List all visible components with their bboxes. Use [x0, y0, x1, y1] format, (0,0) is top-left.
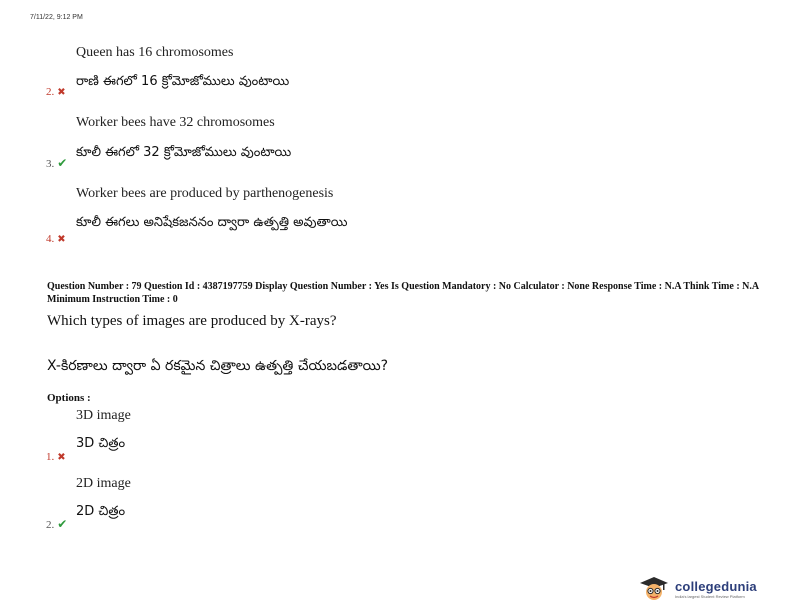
option-number: [46, 227, 66, 246]
options-label: Options :: [47, 392, 91, 404]
option-text-te: కూలీ ఈగలు అనిషేకజననం ద్వారా ఉత్పత్తి అవుతాయి: [76, 215, 348, 230]
option-text-en: 3D image: [76, 408, 131, 423]
question-text-te: X-కిరణాలు ద్వారా ఏ రకమైన చిత్రాలు ఉత్పత్తి చేయబడతాయి?: [47, 358, 389, 374]
check-icon: ✔: [57, 517, 68, 531]
print-timestamp: 7/11/22, 9:12 PM: [30, 14, 83, 21]
option-text-en: Worker bees are produced by parthenogenesis: [76, 186, 334, 201]
option-text-te: 2D చిత్రం: [76, 504, 126, 519]
option-number-label: 2.: [46, 519, 55, 531]
option-text-en: Worker bees have 32 chromosomes: [76, 115, 275, 130]
option-number-label: 4.: [46, 233, 55, 245]
option-number: [46, 152, 67, 171]
cross-icon: ✖: [57, 234, 66, 245]
option-text-en: Queen has 16 chromosomes: [76, 45, 234, 60]
option-text-te: కూలీ ఈగలో 32 క్రోమోజోములు వుంటాయి: [76, 145, 292, 160]
option-number-label: 3.: [46, 158, 55, 170]
graduate-mascot-icon: [636, 576, 672, 602]
option-number: [46, 80, 66, 99]
cross-icon: ✖: [57, 87, 66, 98]
collegedunia-logo: [636, 576, 757, 602]
option-number-label: 2.: [46, 86, 55, 98]
option-number: [46, 445, 66, 464]
option-number: [46, 513, 67, 532]
question-text-en: Which types of images are produced by X-rays?: [47, 313, 337, 329]
check-icon: ✔: [57, 156, 68, 170]
option-text-te: రాణి ఈగలో 16 క్రోమోజోములు వుంటాయి: [76, 74, 290, 89]
option-text-en: 2D image: [76, 476, 131, 491]
brand-tagline: India's largest Student Review Platform: [675, 594, 745, 599]
option-number-label: 1.: [46, 451, 55, 463]
brand-name: collegedunia: [675, 579, 757, 594]
option-text-te: 3D చిత్రం: [76, 436, 126, 451]
cross-icon: ✖: [57, 452, 66, 463]
question-meta: Question Number : 79 Question Id : 4387197759 Display Question Number : Yes Is Question Mandatory : No Calculator : None Response Time : N.A Think Time : N.A Minimum Instruction Time : 0: [47, 281, 759, 305]
